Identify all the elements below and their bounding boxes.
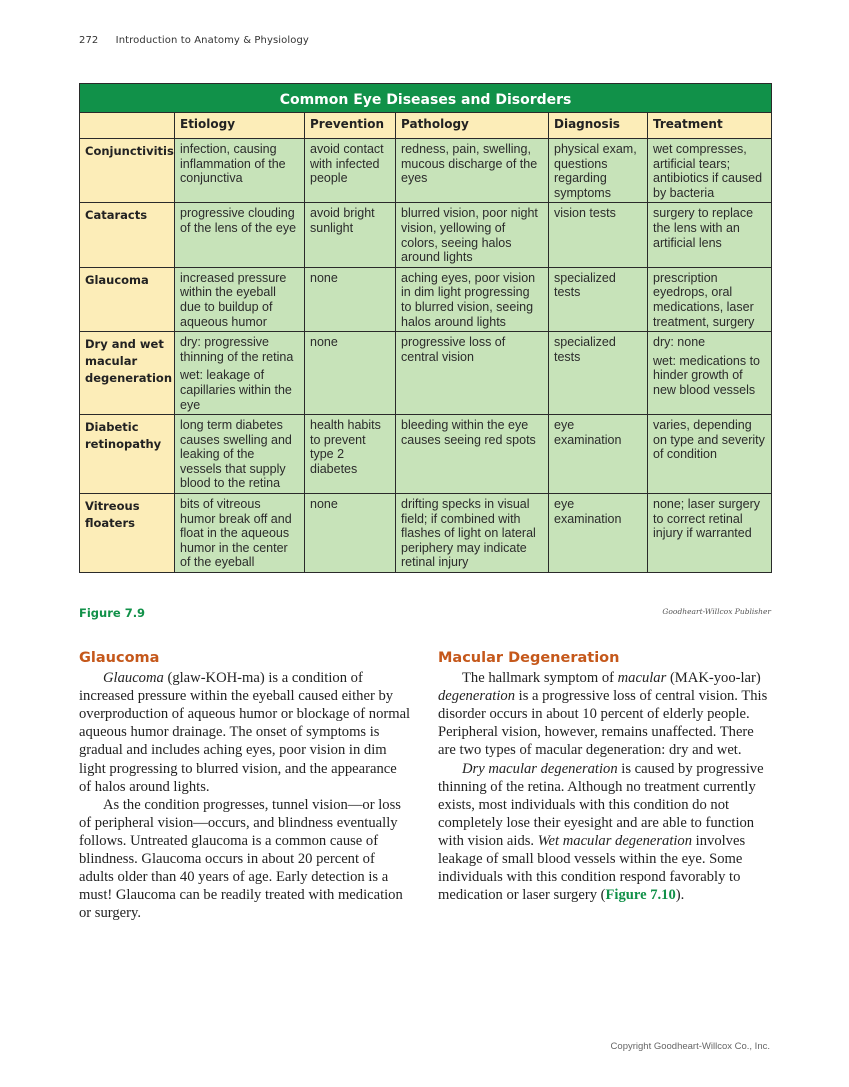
treatment-text: varies, depending on type and severity of condition: [653, 418, 765, 462]
cell-treatment: [648, 267, 772, 331]
table-title: Common Eye Diseases and Disorders: [80, 84, 772, 113]
cell-etiology: [175, 494, 305, 573]
cell-etiology: [175, 139, 305, 203]
prevention-text: none: [310, 335, 338, 350]
cell-prevention: [305, 139, 396, 203]
etiology-text: increased pressure within the eyeball due to buildup of aqueous humor: [180, 270, 287, 329]
prevention-text: none: [310, 270, 338, 285]
column-header: Diagnosis: [549, 113, 648, 139]
cell-pathology: [396, 494, 549, 573]
cell-treatment: [648, 415, 772, 494]
column-header: Etiology: [175, 113, 305, 139]
table-row: [80, 415, 772, 494]
book-title: Introduction to Anatomy & Physiology: [115, 35, 309, 46]
prevention-text: none: [310, 497, 338, 512]
figure-caption: Figure 7.9: [79, 606, 146, 620]
treatment-text: dry: none: [653, 335, 706, 350]
diagnosis-text: vision tests: [554, 206, 616, 221]
text-run: ).: [675, 887, 685, 904]
treatment-text: surgery to replace the lens with an artificial lens: [653, 206, 754, 250]
cell-diagnosis: [549, 332, 648, 415]
table-row: [80, 203, 772, 267]
italic-term: Glaucoma: [103, 670, 164, 687]
figure-credit: Goodheart-Willcox Publisher: [662, 607, 771, 616]
text-run: is a progressive loss of central vision. This disorder occurs in about 10 percent of elderly people. Peripheral vision, however, remains unaffected. There are two types of macular degeneration: dry and wet.: [438, 688, 768, 759]
section-heading-glaucoma: Glaucoma: [79, 650, 160, 666]
paragraph: [438, 669, 771, 759]
column-right: [438, 649, 771, 904]
diagnosis-text: eye examination: [554, 497, 622, 526]
cell-etiology: [175, 267, 305, 331]
disease-name: Dry and wet macular degeneration: [80, 332, 175, 415]
diagnosis-text: specialized tests: [554, 270, 616, 300]
paragraph: [438, 760, 771, 905]
etiology-text: wet: leakage of capillaries within the eye: [180, 368, 292, 412]
diagnosis-text: specialized tests: [554, 335, 616, 364]
cell-pathology: [396, 415, 549, 494]
table-row: [80, 332, 772, 415]
pathology-text: drifting specks in visual field; if combined with flashes of light on lateral periphery may indicate retinal injury: [401, 497, 536, 570]
disease-name: Glaucoma: [80, 267, 175, 331]
table-row: [80, 494, 772, 573]
italic-term: macular: [617, 670, 667, 687]
page-number: 272: [79, 35, 99, 46]
cell-treatment: [648, 494, 772, 573]
cell-treatment: [648, 332, 772, 415]
column-header: Prevention: [305, 113, 396, 139]
treatment-text: wet: medications to hinder growth of new blood vessels: [653, 353, 760, 397]
cell-treatment: [648, 203, 772, 267]
table-row: [80, 139, 772, 203]
text-run: involves leakage of small blood vessels within the eye. Some individuals with this condition respond favorably to medication or laser surgery (: [438, 832, 746, 904]
text-run: is caused by progressive thinning of the retina. Although no treatment currently exists, most individuals with this condition do not completely lose their eyesight and are able to function with vision aids.: [438, 760, 764, 849]
treatment-text: prescription eyedrops, oral medications, laser treatment, surgery: [653, 270, 755, 329]
italic-term: degeneration: [438, 688, 516, 705]
treatment-text: none; laser surgery to correct retinal injury if warranted: [653, 497, 761, 541]
cell-pathology: [396, 332, 549, 415]
disease-name: Vitreous floaters: [80, 494, 175, 573]
disease-name: Cataracts: [80, 203, 175, 267]
figure-reference-link[interactable]: Figure 7.10: [605, 887, 676, 904]
cell-etiology: [175, 332, 305, 415]
cell-diagnosis: [549, 139, 648, 203]
column-left: [79, 649, 412, 922]
paragraph: [79, 669, 412, 796]
cell-prevention: [305, 203, 396, 267]
diagnosis-text: physical exam, questions regarding symptoms: [554, 142, 637, 200]
etiology-text: progressive clouding of the lens of the eye: [180, 206, 297, 235]
cell-diagnosis: [549, 415, 648, 494]
cell-prevention: [305, 267, 396, 331]
disease-name: Diabetic retinopathy: [80, 415, 175, 494]
cell-diagnosis: [549, 203, 648, 267]
copyright-notice: Copyright Goodheart-Willcox Co., Inc.: [610, 1041, 770, 1052]
cell-pathology: [396, 139, 549, 203]
prevention-text: avoid bright sunlight: [310, 206, 375, 235]
prevention-text: health habits to prevent type 2 diabetes: [310, 418, 381, 476]
cell-pathology: [396, 267, 549, 331]
pathology-text: bleeding within the eye causes seeing red spots: [401, 418, 536, 447]
running-head: [79, 35, 309, 46]
cell-pathology: [396, 203, 549, 267]
paragraph: [79, 796, 412, 923]
text-run: (MAK-yoo-lar): [666, 670, 761, 687]
text-run: As the condition progresses, tunnel vision—or loss of peripheral vision—occurs, and blindness eventually follows. Untreated glaucoma is a common cause of blindness. Glaucoma occurs in about 20 percent of adults older than 40 years of age. Early detection is a must! Glaucoma can be readily treated with medication or surgery.: [79, 796, 403, 922]
table-row: [80, 267, 772, 331]
diagnosis-text: eye examination: [554, 418, 622, 447]
eye-diseases-table: [79, 83, 772, 573]
prevention-text: avoid contact with infected people: [310, 142, 384, 186]
cell-diagnosis: [549, 494, 648, 573]
pathology-text: aching eyes, poor vision in dim light progressing to blurred vision, seeing halos around lights: [401, 270, 536, 329]
section-heading-macular-degeneration: Macular Degeneration: [438, 650, 620, 666]
text-run: The hallmark symptom of: [462, 670, 618, 687]
etiology-text: bits of vitreous humor break off and float in the aqueous humor in the center of the eyeball: [180, 497, 292, 570]
column-header-row: [80, 113, 772, 139]
etiology-text: infection, causing inflammation of the conjunctiva: [180, 142, 286, 186]
etiology-text: dry: progressive thinning of the retina: [180, 335, 294, 364]
pathology-text: redness, pain, swelling, mucous discharge of the eyes: [401, 142, 538, 186]
column-header: Treatment: [648, 113, 772, 139]
pathology-text: progressive loss of central vision: [401, 335, 506, 364]
cell-prevention: [305, 415, 396, 494]
column-header: [80, 113, 175, 139]
column-header: Pathology: [396, 113, 549, 139]
etiology-text: long term diabetes causes swelling and leaking of the vessels that supply blood to the retina: [180, 418, 292, 491]
italic-term: Wet macular degeneration: [537, 832, 693, 849]
cell-etiology: [175, 203, 305, 267]
cell-diagnosis: [549, 267, 648, 331]
cell-prevention: [305, 332, 396, 415]
disease-name: Conjunctivitis: [80, 139, 175, 203]
italic-term: Dry macular degeneration: [462, 760, 618, 777]
text-run: (glaw-KOH-ma) is a condition of increased pressure within the eyeball caused either by overproduction of aqueous humor or blockage of normal aqueous humor drainage. The onset of symptoms is gradual and includes aching eyes, poor vision in dim light progressing to blurred vision, and the appearance of halos around lights.: [79, 670, 411, 795]
pathology-text: blurred vision, poor night vision, yellowing of colors, seeing halos around lights: [401, 206, 538, 265]
cell-treatment: [648, 139, 772, 203]
cell-prevention: [305, 494, 396, 573]
cell-etiology: [175, 415, 305, 494]
table-body: [80, 139, 772, 573]
treatment-text: wet compresses, artificial tears; antibiotics if caused by bacteria: [653, 142, 763, 200]
